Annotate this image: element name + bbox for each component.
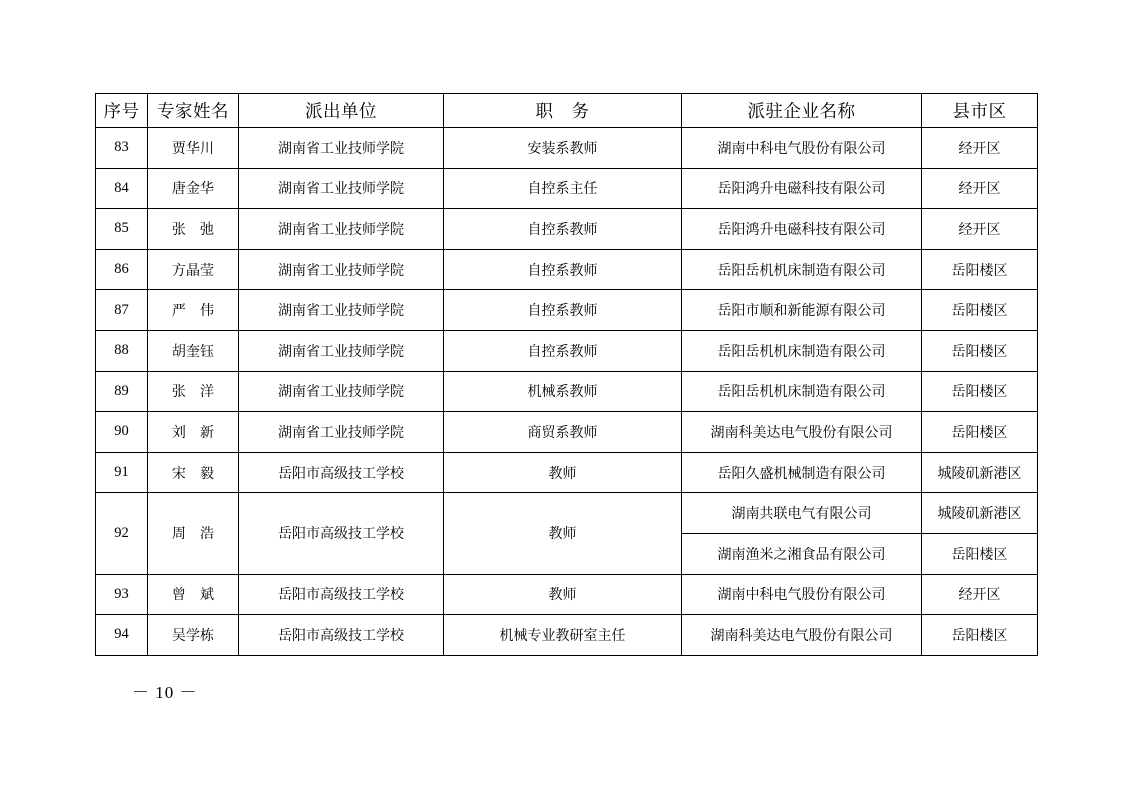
header-index: 序号: [96, 94, 148, 128]
cell-index: 93: [96, 574, 148, 615]
cell-position: 教师: [444, 493, 682, 574]
cell-index: 83: [96, 128, 148, 169]
cell-district: 岳阳楼区: [922, 533, 1038, 574]
cell-index: 89: [96, 371, 148, 412]
cell-position: 安装系教师: [444, 128, 682, 169]
cell-district: 经开区: [922, 209, 1038, 250]
table-row: [96, 128, 1038, 169]
cell-index: 88: [96, 330, 148, 371]
cell-position: 教师: [444, 452, 682, 493]
cell-dispatch-unit: 湖南省工业技师学院: [239, 128, 444, 169]
table-body: [96, 128, 1038, 656]
cell-enterprise: 岳阳岳机机床制造有限公司: [682, 249, 922, 290]
cell-district: 岳阳楼区: [922, 615, 1038, 656]
table-row: [96, 290, 1038, 331]
page-number: － 10 －: [132, 683, 198, 702]
cell-district: 经开区: [922, 168, 1038, 209]
cell-dispatch-unit: 湖南省工业技师学院: [239, 249, 444, 290]
cell-dispatch-unit: 湖南省工业技师学院: [239, 290, 444, 331]
expert-roster-table: [95, 93, 1038, 656]
cell-expert-name: 胡奎钰: [148, 330, 239, 371]
cell-dispatch-unit: 湖南省工业技师学院: [239, 330, 444, 371]
cell-index: 84: [96, 168, 148, 209]
cell-position: 教师: [444, 574, 682, 615]
cell-enterprise: 岳阳岳机机床制造有限公司: [682, 371, 922, 412]
cell-district: 岳阳楼区: [922, 290, 1038, 331]
cell-expert-name: 宋 毅: [148, 452, 239, 493]
cell-enterprise: 岳阳岳机机床制造有限公司: [682, 330, 922, 371]
cell-enterprise: 湖南科美达电气股份有限公司: [682, 615, 922, 656]
table-row: [96, 615, 1038, 656]
cell-enterprise: 湖南科美达电气股份有限公司: [682, 412, 922, 453]
table-row: [96, 168, 1038, 209]
cell-expert-name: 张 弛: [148, 209, 239, 250]
cell-dispatch-unit: 岳阳市高级技工学校: [239, 493, 444, 574]
cell-expert-name: 周 浩: [148, 493, 239, 574]
table-row: [96, 493, 1038, 534]
cell-enterprise: 岳阳鸿升电磁科技有限公司: [682, 209, 922, 250]
cell-position: 自控系教师: [444, 249, 682, 290]
cell-enterprise: 湖南共联电气有限公司: [682, 493, 922, 534]
cell-expert-name: 唐金华: [148, 168, 239, 209]
cell-dispatch-unit: 湖南省工业技师学院: [239, 209, 444, 250]
cell-index: 87: [96, 290, 148, 331]
cell-district: 经开区: [922, 574, 1038, 615]
cell-expert-name: 吴学栋: [148, 615, 239, 656]
cell-district: 岳阳楼区: [922, 412, 1038, 453]
cell-dispatch-unit: 湖南省工业技师学院: [239, 412, 444, 453]
cell-dispatch-unit: 岳阳市高级技工学校: [239, 574, 444, 615]
cell-position: 自控系教师: [444, 290, 682, 331]
cell-expert-name: 刘 新: [148, 412, 239, 453]
cell-enterprise: 湖南中科电气股份有限公司: [682, 128, 922, 169]
cell-enterprise: 湖南渔米之湘食品有限公司: [682, 533, 922, 574]
cell-expert-name: 方晶莹: [148, 249, 239, 290]
cell-index: 92: [96, 493, 148, 574]
cell-position: 机械系教师: [444, 371, 682, 412]
cell-dispatch-unit: 岳阳市高级技工学校: [239, 452, 444, 493]
cell-district: 经开区: [922, 128, 1038, 169]
cell-district: 岳阳楼区: [922, 371, 1038, 412]
cell-position: 商贸系教师: [444, 412, 682, 453]
cell-index: 91: [96, 452, 148, 493]
header-enterprise: 派驻企业名称: [682, 94, 922, 128]
cell-expert-name: 贾华川: [148, 128, 239, 169]
cell-index: 86: [96, 249, 148, 290]
table-row: [96, 330, 1038, 371]
cell-index: 85: [96, 209, 148, 250]
cell-district: 城陵矶新港区: [922, 452, 1038, 493]
cell-enterprise: 岳阳鸿升电磁科技有限公司: [682, 168, 922, 209]
cell-district: 岳阳楼区: [922, 249, 1038, 290]
cell-position: 机械专业教研室主任: [444, 615, 682, 656]
header-expert-name: 专家姓名: [148, 94, 239, 128]
cell-position: 自控系主任: [444, 168, 682, 209]
table-row: [96, 371, 1038, 412]
header-district: 县市区: [922, 94, 1038, 128]
cell-district: 城陵矶新港区: [922, 493, 1038, 534]
cell-expert-name: 曾 斌: [148, 574, 239, 615]
cell-expert-name: 张 洋: [148, 371, 239, 412]
table-row: [96, 574, 1038, 615]
table-row: [96, 412, 1038, 453]
cell-position: 自控系教师: [444, 209, 682, 250]
cell-dispatch-unit: 湖南省工业技师学院: [239, 168, 444, 209]
cell-enterprise: 湖南中科电气股份有限公司: [682, 574, 922, 615]
header-dispatch-unit: 派出单位: [239, 94, 444, 128]
cell-enterprise: 岳阳久盛机械制造有限公司: [682, 452, 922, 493]
header-position: 职 务: [444, 94, 682, 128]
cell-dispatch-unit: 岳阳市高级技工学校: [239, 615, 444, 656]
cell-enterprise: 岳阳市顺和新能源有限公司: [682, 290, 922, 331]
table-header-row: [96, 94, 1038, 128]
table-row: [96, 209, 1038, 250]
cell-dispatch-unit: 湖南省工业技师学院: [239, 371, 444, 412]
cell-position: 自控系教师: [444, 330, 682, 371]
cell-index: 94: [96, 615, 148, 656]
cell-district: 岳阳楼区: [922, 330, 1038, 371]
table-row: [96, 452, 1038, 493]
cell-index: 90: [96, 412, 148, 453]
table-row: [96, 249, 1038, 290]
cell-expert-name: 严 伟: [148, 290, 239, 331]
